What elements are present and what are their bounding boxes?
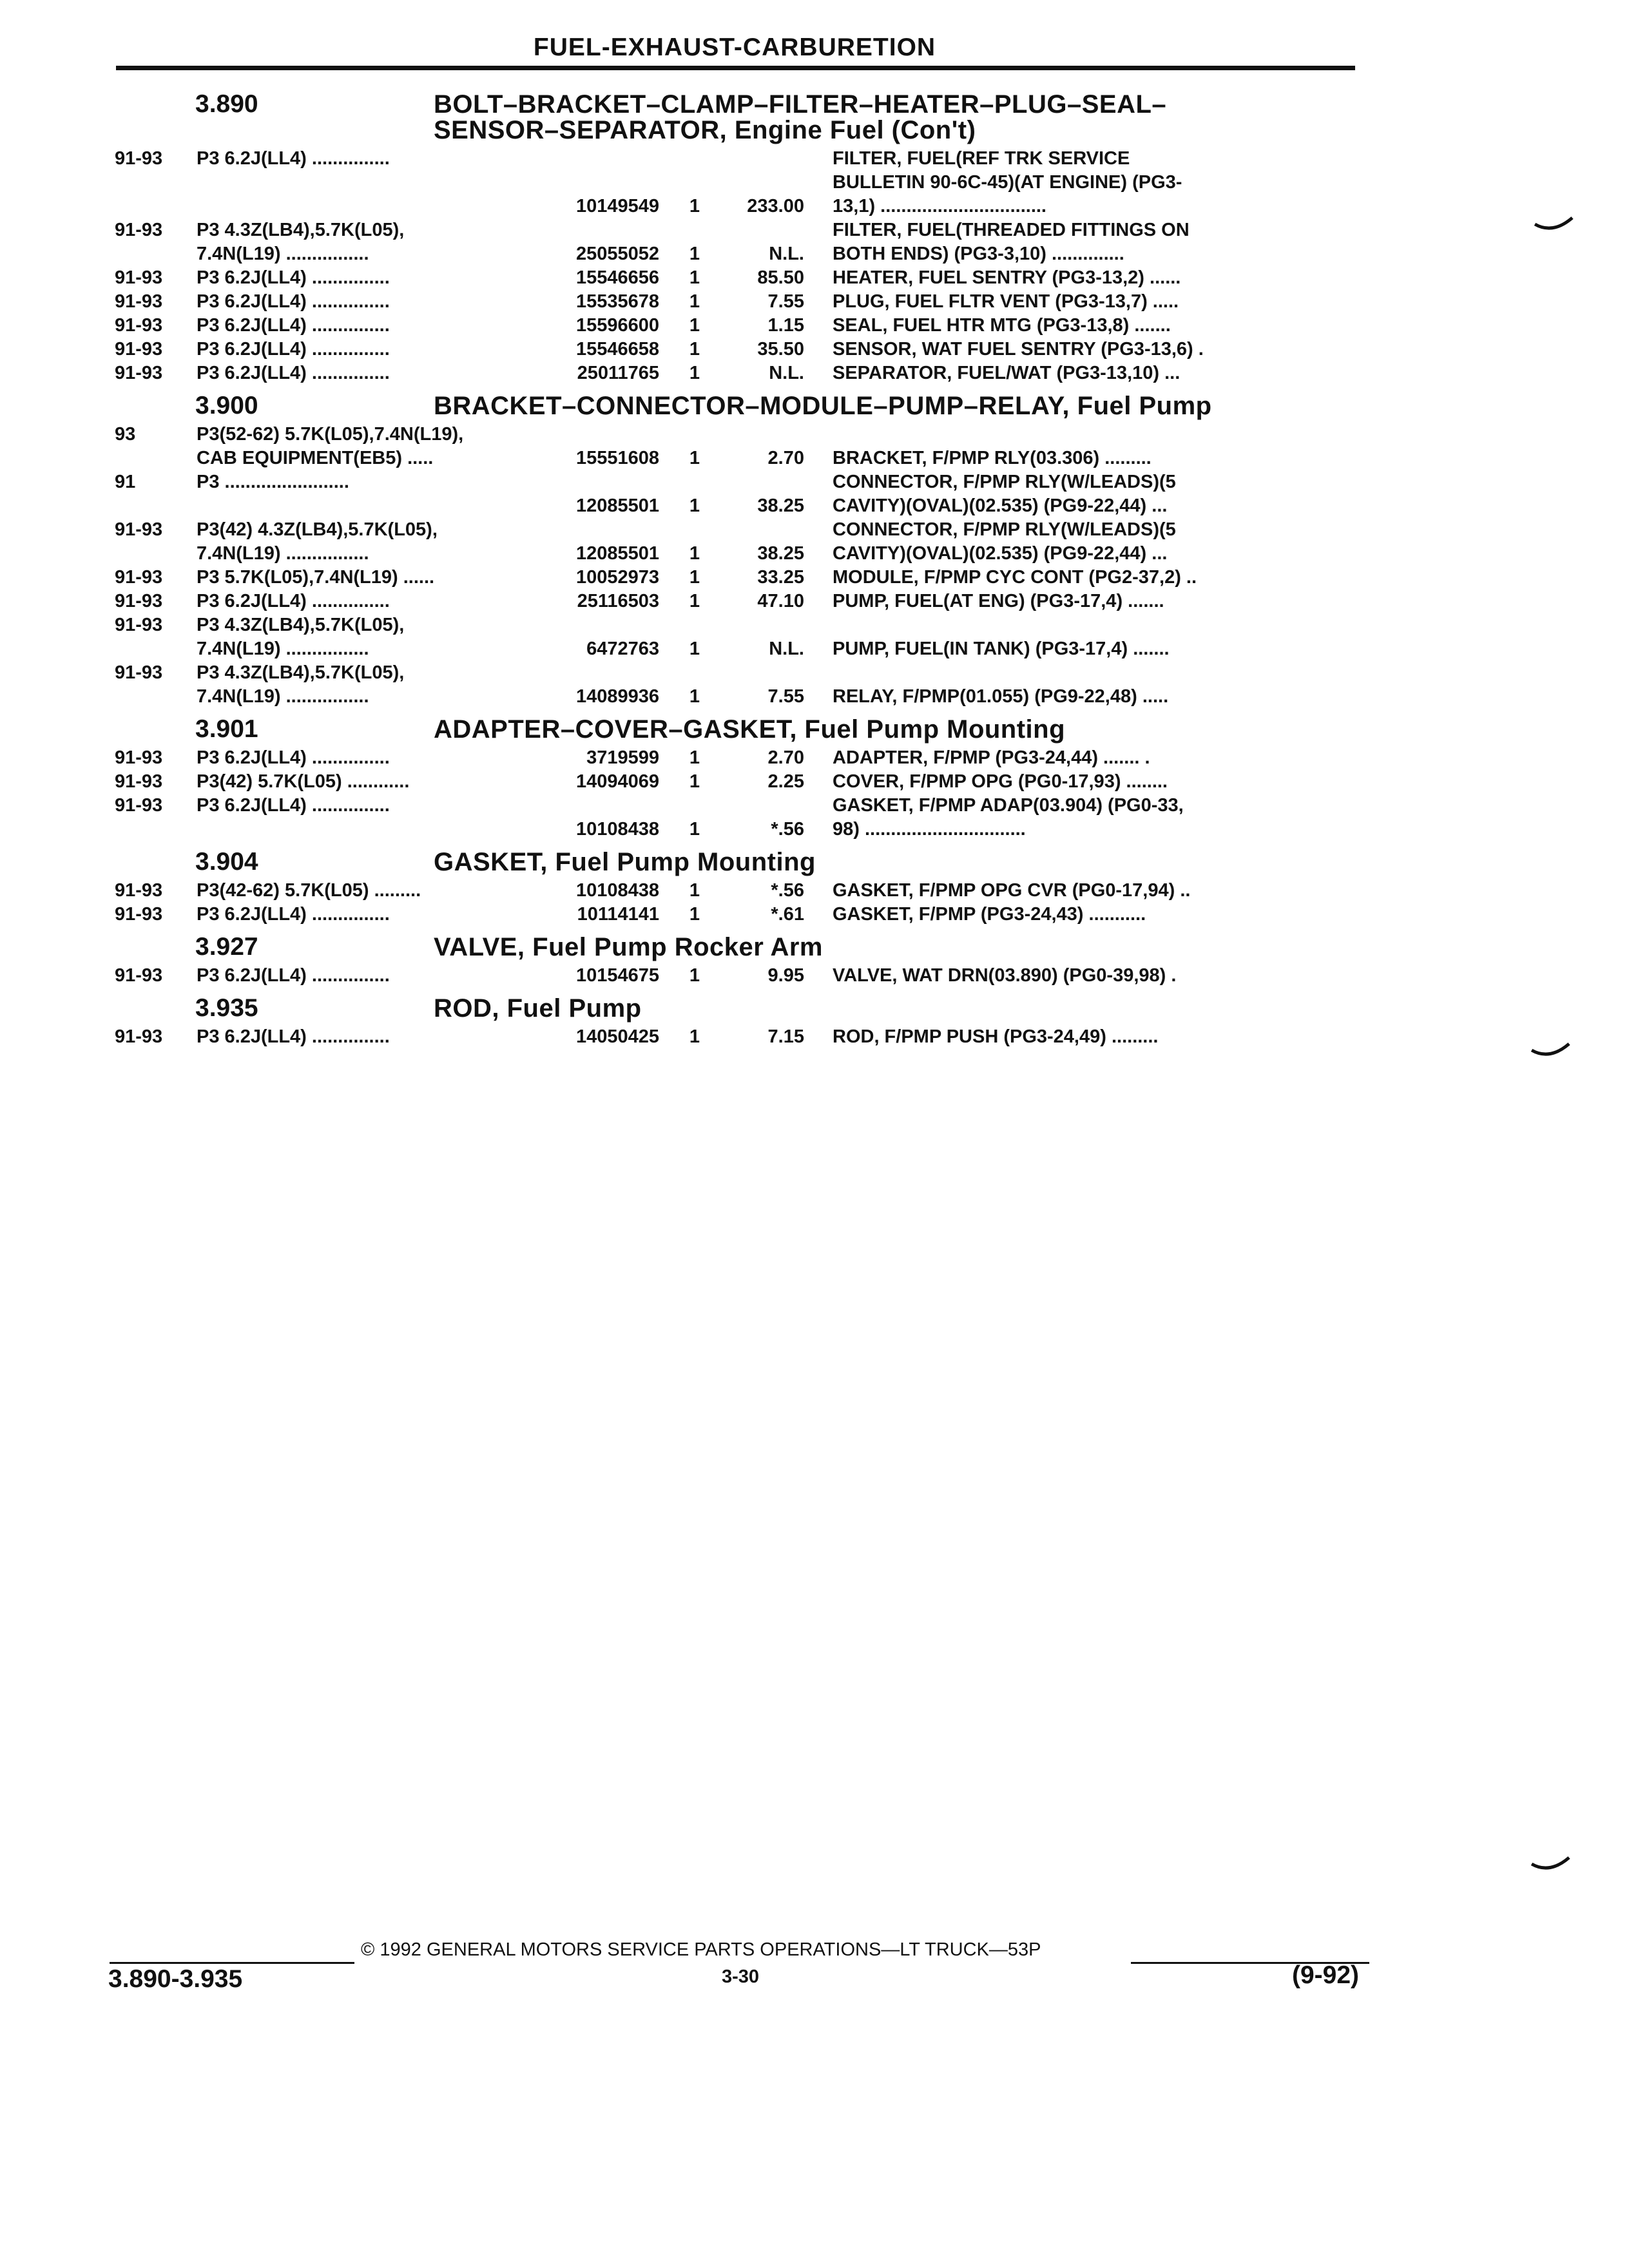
price: 7.55 <box>767 291 804 312</box>
model-years: 91-93 <box>115 315 163 336</box>
part-row <box>115 590 1358 613</box>
part-row <box>115 361 1358 385</box>
model-years: 91-93 <box>115 267 163 288</box>
part-description: PUMP, FUEL(AT ENG) (PG3-17,4) ....... <box>833 591 1164 611</box>
application: P3(52-62) 5.7K(L05),7.4N(L19), CAB EQUIPMENT(EB5) ..... <box>197 424 464 468</box>
price: 7.15 <box>767 1026 804 1047</box>
part-description: PLUG, FUEL FLTR VENT (PG3-13,7) ..... <box>833 291 1179 312</box>
part-number: 10108438 <box>575 819 659 840</box>
section-header <box>115 716 1358 742</box>
section-header <box>115 91 1358 143</box>
price: 2.70 <box>767 448 804 468</box>
model-years: 91-93 <box>115 615 163 635</box>
part-row <box>115 314 1358 338</box>
section-title: ROD, Fuel Pump <box>434 994 642 1023</box>
model-years: 91-93 <box>115 795 163 816</box>
part-row <box>115 613 1358 661</box>
application: P3 4.3Z(LB4),5.7K(L05), 7.4N(L19) ................ <box>197 615 405 659</box>
part-row <box>115 518 1358 566</box>
margin-mark <box>1530 1039 1576 1064</box>
part-description: FILTER, FUEL(THREADED FITTINGS ON BOTH ENDS) (PG3-3,10) .............. <box>833 220 1190 264</box>
price: 38.25 <box>757 495 804 516</box>
quantity: 1 <box>689 686 700 707</box>
application: P3 6.2J(LL4) ............... <box>197 339 390 360</box>
model-years: 91-93 <box>115 567 163 588</box>
price: 233.00 <box>747 196 804 216</box>
price: 1.15 <box>767 315 804 336</box>
application: P3 6.2J(LL4) ............... <box>197 148 390 169</box>
part-description: ROD, F/PMP PUSH (PG3-24,49) ......... <box>833 1026 1159 1047</box>
application: P3 ........................ <box>197 472 349 492</box>
application: P3(42-62) 5.7K(L05) ......... <box>197 880 421 901</box>
application: P3 6.2J(LL4) ............... <box>197 904 390 925</box>
part-number: 10149549 <box>575 196 659 216</box>
application: P3(42) 4.3Z(LB4),5.7K(L05), 7.4N(L19) ................ <box>197 519 438 564</box>
model-years: 91 <box>115 472 136 492</box>
part-number: 25011765 <box>577 363 659 383</box>
part-row <box>115 770 1358 794</box>
section-header <box>115 995 1358 1021</box>
part-number: 25055052 <box>575 244 659 264</box>
quantity: 1 <box>689 291 700 312</box>
part-row <box>115 661 1358 709</box>
part-number: 10114141 <box>577 904 659 925</box>
part-description: BRACKET, F/PMP RLY(03.306) ......... <box>833 448 1152 468</box>
part-description: CONNECTOR, F/PMP RLY(W/LEADS)(5 CAVITY)(OVAL)(02.535) (PG9-22,44) ... <box>833 519 1176 564</box>
price: 7.55 <box>767 686 804 707</box>
part-row <box>115 290 1358 314</box>
quantity: 1 <box>689 771 700 792</box>
part-number: 10052973 <box>575 567 659 588</box>
part-number: 15546658 <box>575 339 659 360</box>
footer-range: 3.890-3.935 <box>108 1965 243 1993</box>
part-row <box>115 903 1358 927</box>
application: P3 5.7K(L05),7.4N(L19) ...... <box>197 567 435 588</box>
price: 9.95 <box>767 965 804 986</box>
part-description: GASKET, F/PMP (PG3-24,43) ........... <box>833 904 1146 925</box>
price: 85.50 <box>757 267 804 288</box>
part-row <box>115 794 1358 841</box>
part-description: MODULE, F/PMP CYC CONT (PG2-37,2) .. <box>833 567 1197 588</box>
application: P3 6.2J(LL4) ............... <box>197 747 390 768</box>
part-number: 15535678 <box>575 291 659 312</box>
section-header <box>115 934 1358 960</box>
model-years: 91-93 <box>115 965 163 986</box>
parts-catalog <box>115 84 1358 1049</box>
price: 47.10 <box>757 591 804 611</box>
part-description: ADAPTER, F/PMP (PG3-24,44) ....... . <box>833 747 1150 768</box>
section-title: BOLT–BRACKET–CLAMP–FILTER–HEATER–PLUG–SEAL– SENSOR–SEPARATOR, Engine Fuel (Con't) <box>434 90 1167 144</box>
part-number: 15546656 <box>575 267 659 288</box>
section-number: 3.901 <box>195 715 258 743</box>
quantity: 1 <box>689 965 700 986</box>
footer-copyright: © 1992 GENERAL MOTORS SERVICE PARTS OPERATIONS—LT TRUCK—53P <box>361 1939 1041 1960</box>
price: *.61 <box>771 904 804 925</box>
application: P3 6.2J(LL4) ............... <box>197 965 390 986</box>
quantity: 1 <box>689 196 700 216</box>
price: 38.25 <box>757 543 804 564</box>
quantity: 1 <box>689 448 700 468</box>
quantity: 1 <box>689 1026 700 1047</box>
footer-rule-left <box>110 1962 354 1964</box>
section-title: VALVE, Fuel Pump Rocker Arm <box>434 933 823 961</box>
model-years: 91-93 <box>115 591 163 611</box>
model-years: 91-93 <box>115 747 163 768</box>
part-row <box>115 218 1358 266</box>
part-number: 10108438 <box>575 880 659 901</box>
part-number: 14094069 <box>575 771 659 792</box>
revision-date: (9-92) <box>1292 1961 1360 1989</box>
application: P3 4.3Z(LB4),5.7K(L05), 7.4N(L19) ................ <box>197 662 405 707</box>
margin-mark <box>1534 213 1579 238</box>
application: P3 6.2J(LL4) ............... <box>197 315 390 336</box>
quantity: 1 <box>689 267 700 288</box>
model-years: 93 <box>115 424 136 445</box>
part-description: CONNECTOR, F/PMP RLY(W/LEADS)(5 CAVITY)(OVAL)(02.535) (PG9-22,44) ... <box>833 472 1176 516</box>
quantity: 1 <box>689 315 700 336</box>
part-row <box>115 266 1358 290</box>
part-description: SEPARATOR, FUEL/WAT (PG3-13,10) ... <box>833 363 1181 383</box>
quantity: 1 <box>689 880 700 901</box>
part-row <box>115 470 1358 518</box>
model-years: 91-93 <box>115 1026 163 1047</box>
application: P3 6.2J(LL4) ............... <box>197 363 390 383</box>
part-row <box>115 964 1358 988</box>
part-row <box>115 1025 1358 1049</box>
part-description: RELAY, F/PMP(01.055) (PG9-22,48) ..... <box>833 686 1169 707</box>
quantity: 1 <box>689 591 700 611</box>
price: 2.25 <box>767 771 804 792</box>
part-number: 6472763 <box>586 639 659 659</box>
part-number: 3719599 <box>586 747 659 768</box>
quantity: 1 <box>689 244 700 264</box>
part-row <box>115 566 1358 590</box>
model-years: 91-93 <box>115 291 163 312</box>
price: 33.25 <box>757 567 804 588</box>
part-description: VALVE, WAT DRN(03.890) (PG0-39,98) . <box>833 965 1177 986</box>
section-title: GASKET, Fuel Pump Mounting <box>434 848 816 876</box>
part-number: 15551608 <box>575 448 659 468</box>
quantity: 1 <box>689 747 700 768</box>
section-title: BRACKET–CONNECTOR–MODULE–PUMP–RELAY, Fuel Pump <box>434 392 1212 420</box>
quantity: 1 <box>689 363 700 383</box>
quantity: 1 <box>689 543 700 564</box>
model-years: 91-93 <box>115 148 163 169</box>
section-header <box>115 393 1358 419</box>
part-number: 10154675 <box>575 965 659 986</box>
quantity: 1 <box>689 904 700 925</box>
application: P3 6.2J(LL4) ............... <box>197 1026 390 1047</box>
part-row <box>115 746 1358 770</box>
part-number: 12085501 <box>575 543 659 564</box>
part-description: FILTER, FUEL(REF TRK SERVICE BULLETIN 90-6C-45)(AT ENGINE) (PG3- 13,1) ................................ <box>833 148 1182 216</box>
model-years: 91-93 <box>115 339 163 360</box>
model-years: 91-93 <box>115 662 163 683</box>
margin-mark <box>1530 1852 1576 1878</box>
model-years: 91-93 <box>115 880 163 901</box>
page-number: 3-30 <box>722 1966 760 1987</box>
model-years: 91-93 <box>115 519 163 540</box>
part-number: 15596600 <box>575 315 659 336</box>
quantity: 1 <box>689 339 700 360</box>
part-description: GASKET, F/PMP OPG CVR (PG0-17,94) .. <box>833 880 1191 901</box>
quantity: 1 <box>689 495 700 516</box>
price: *.56 <box>771 819 804 840</box>
section-number: 3.900 <box>195 392 258 419</box>
part-number: 12085501 <box>575 495 659 516</box>
section-number: 3.904 <box>195 848 258 876</box>
part-number: 14089936 <box>575 686 659 707</box>
model-years: 91-93 <box>115 220 163 240</box>
part-number: 25116503 <box>577 591 659 611</box>
section-number: 3.935 <box>195 994 258 1022</box>
price: *.56 <box>771 880 804 901</box>
part-description: SEAL, FUEL HTR MTG (PG3-13,8) ....... <box>833 315 1171 336</box>
part-description: SENSOR, WAT FUEL SENTRY (PG3-13,6) . <box>833 339 1204 360</box>
application: P3 6.2J(LL4) ............... <box>197 795 390 816</box>
quantity: 1 <box>689 567 700 588</box>
section-number: 3.890 <box>195 90 258 118</box>
price: 35.50 <box>757 339 804 360</box>
part-description: HEATER, FUEL SENTRY (PG3-13,2) ...... <box>833 267 1181 288</box>
application: P3(42) 5.7K(L05) ............ <box>197 771 410 792</box>
part-description: PUMP, FUEL(IN TANK) (PG3-17,4) ....... <box>833 639 1170 659</box>
part-row <box>115 147 1358 218</box>
application: P3 6.2J(LL4) ............... <box>197 591 390 611</box>
application: P3 6.2J(LL4) ............... <box>197 291 390 312</box>
header-rule <box>116 66 1355 70</box>
price: N.L. <box>769 244 804 264</box>
page-title: FUEL-EXHAUST-CARBURETION <box>533 34 936 61</box>
quantity: 1 <box>689 639 700 659</box>
section-title: ADAPTER–COVER–GASKET, Fuel Pump Mounting <box>434 715 1066 744</box>
section-number: 3.927 <box>195 933 258 961</box>
quantity: 1 <box>689 819 700 840</box>
part-description: GASKET, F/PMP ADAP(03.904) (PG0-33, 98) ............................... <box>833 795 1184 840</box>
price: N.L. <box>769 639 804 659</box>
part-row <box>115 423 1358 470</box>
part-row <box>115 338 1358 361</box>
part-description: COVER, F/PMP OPG (PG0-17,93) ........ <box>833 771 1168 792</box>
part-row <box>115 879 1358 903</box>
model-years: 91-93 <box>115 771 163 792</box>
model-years: 91-93 <box>115 904 163 925</box>
section-header <box>115 849 1358 875</box>
application: P3 4.3Z(LB4),5.7K(L05), 7.4N(L19) ................ <box>197 220 405 264</box>
part-number: 14050425 <box>575 1026 659 1047</box>
price: N.L. <box>769 363 804 383</box>
price: 2.70 <box>767 747 804 768</box>
model-years: 91-93 <box>115 363 163 383</box>
application: P3 6.2J(LL4) ............... <box>197 267 390 288</box>
